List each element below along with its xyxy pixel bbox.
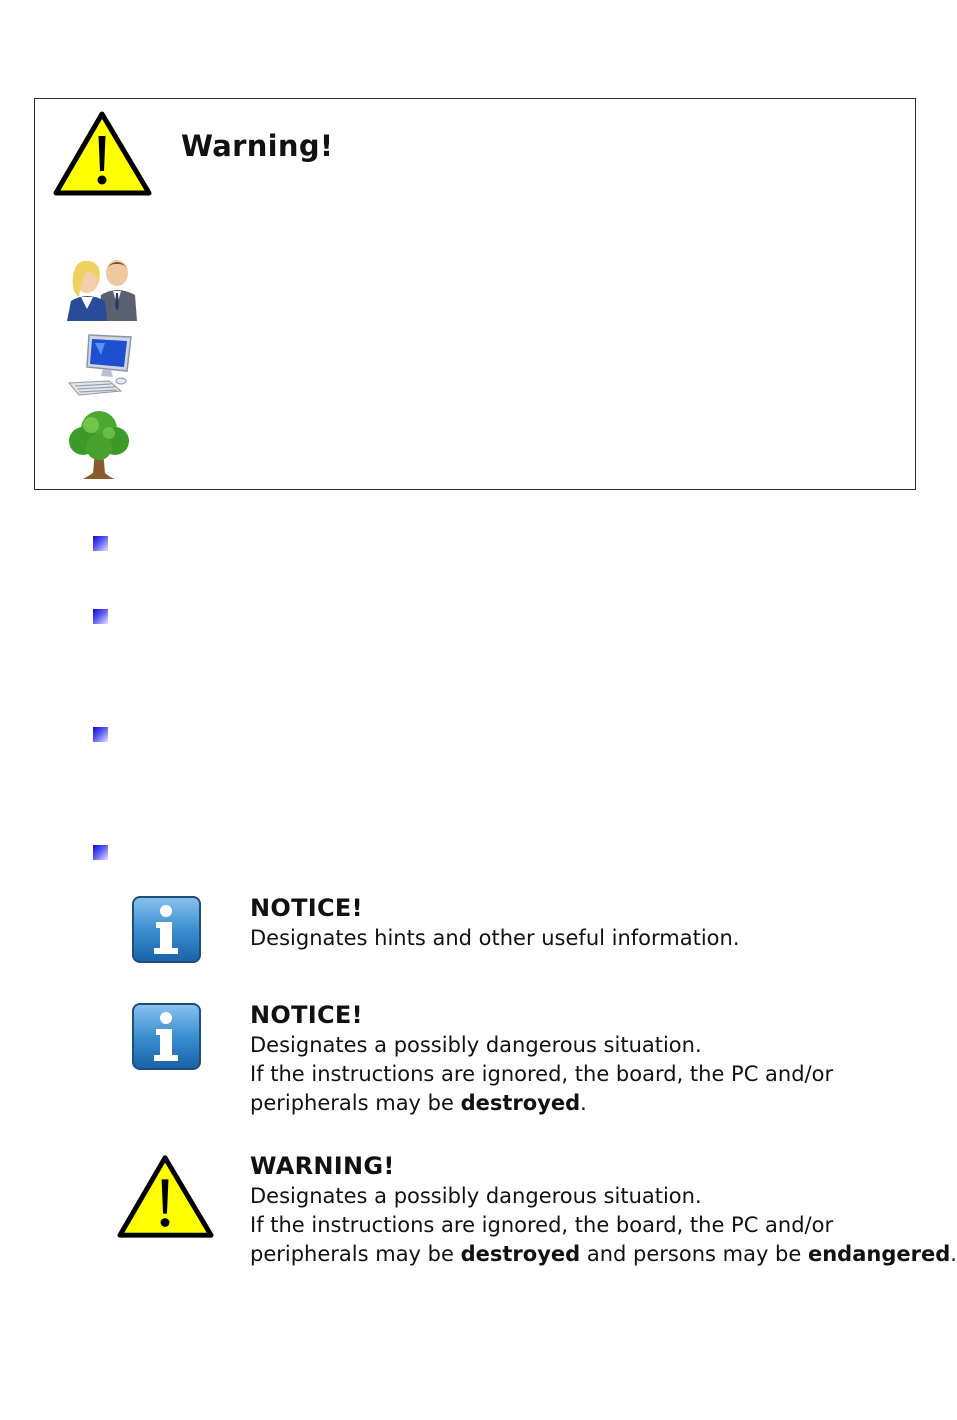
warning-title: Warning! [181,129,334,163]
notice-hint [250,893,740,953]
tree-icon [65,407,135,481]
notice-text-part: . [950,1242,957,1266]
computer-icon [65,331,135,401]
info-icon [132,896,201,963]
notice-line: If the instructions are ignored, the board, the PC and/or [250,1062,834,1086]
notice-text-part: and persons may be [580,1242,808,1266]
notice-line [250,1240,957,1269]
notice-text-part: peripherals may be [250,1091,461,1115]
warning-triangle-icon [117,1154,215,1240]
people-icon [65,257,139,323]
notice-line [250,1089,833,1118]
warning-box [34,98,916,490]
notice-line: Designates a possibly dangerous situation. [250,1033,702,1057]
bullet-icon [93,609,108,624]
notice-warning [250,1151,957,1269]
bullet-icon [93,727,108,742]
notice-title: NOTICE! [250,1001,363,1029]
warning-triangle-icon [53,111,153,197]
bullet-icon [93,536,108,551]
notice-line: If the instructions are ignored, the board, the PC and/or [250,1213,834,1237]
notice-text-part: . [580,1091,587,1115]
notice-text-part: peripherals may be [250,1242,461,1266]
emphasis-endangered: endangered [807,1242,951,1266]
notice-line: Designates a possibly dangerous situation. [250,1184,702,1208]
notice-text: Designates hints and other useful information. [250,926,740,950]
info-icon [132,1003,201,1070]
emphasis-destroyed: destroyed [460,1242,581,1266]
notice-title: WARNING! [250,1152,395,1180]
notice-caution [250,1000,833,1118]
emphasis-destroyed: destroyed [460,1091,581,1115]
bullet-icon [93,845,108,860]
notice-title: NOTICE! [250,894,363,922]
